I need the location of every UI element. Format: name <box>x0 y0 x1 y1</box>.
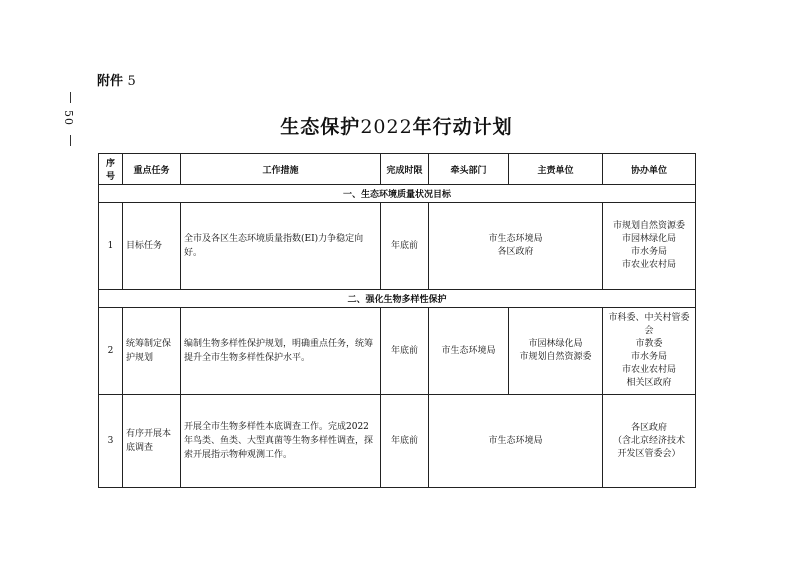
assist-line: 各区政府 <box>630 422 667 433</box>
assist-line: 市水务局 <box>630 352 667 362</box>
table-header-row <box>99 154 696 185</box>
table-row <box>99 203 696 290</box>
assist-line: 市农业农村局 <box>621 260 676 270</box>
row-lead-responsible <box>429 203 603 290</box>
row-deadline: 年底前 <box>381 203 429 290</box>
row-measure: 编制生物多样性保护规划，明确重点任务，统筹提升全市生物多样性保护水平。 <box>181 308 381 395</box>
row-deadline: 年底前 <box>381 395 429 488</box>
row-assist <box>603 395 696 488</box>
header-seq: 序号 <box>99 154 123 185</box>
section-title: 一、生态环境质量状况目标 <box>99 185 696 203</box>
row-number: 1 <box>99 203 123 290</box>
row-task: 统筹制定保护规划 <box>123 308 181 395</box>
title-year: 2022 <box>360 116 413 138</box>
attachment-label <box>97 70 136 89</box>
assist-line: 市教委 <box>635 339 663 349</box>
page-title <box>98 112 695 139</box>
lead-line: 市生态环境局 <box>488 435 543 446</box>
row-task: 有序开展本底调查 <box>123 395 181 488</box>
row-deadline: 年底前 <box>381 308 429 395</box>
section-row <box>99 185 696 203</box>
title-prefix: 生态保护 <box>280 116 361 138</box>
page-number-marker <box>60 92 98 152</box>
assist-line: 市农业农村局 <box>621 365 676 375</box>
table-row <box>99 308 696 395</box>
attachment-text: 附件 <box>97 74 124 89</box>
assist-line: 开发区管委会） <box>617 448 681 459</box>
assist-line: 市科委、中关村管委会 <box>608 313 690 336</box>
row-measure: 全市及各区生态环境质量指数(EI)力争稳定向好。 <box>181 203 381 290</box>
row-assist <box>603 308 696 395</box>
title-suffix: 年行动计划 <box>412 116 513 138</box>
responsible-line: 市园林绿化局 <box>528 339 583 349</box>
header-task: 重点任务 <box>123 154 181 185</box>
page-number: 50 <box>62 110 75 126</box>
header-deadline: 完成时限 <box>381 154 429 185</box>
action-plan-table <box>98 153 696 488</box>
assist-line: 相关区政府 <box>626 378 672 388</box>
header-measure: 工作措施 <box>181 154 381 185</box>
row-task: 目标任务 <box>123 203 181 290</box>
lead-line: 市生态环境局 <box>488 234 543 244</box>
row-lead-responsible <box>429 395 603 488</box>
header-assist: 协办单位 <box>603 154 696 185</box>
assist-line: 市水务局 <box>630 247 667 257</box>
section-title: 二、强化生物多样性保护 <box>99 290 696 308</box>
assist-line: 市规划自然资源委 <box>612 221 685 231</box>
header-responsible: 主责单位 <box>509 154 603 185</box>
row-assist <box>603 203 696 290</box>
page-number-dash-bottom <box>70 135 71 146</box>
lead-line: 各区政府 <box>497 247 534 257</box>
page-number-dash-top <box>70 92 71 103</box>
section-row <box>99 290 696 308</box>
assist-line: （含北京经济技术 <box>612 435 685 446</box>
attachment-number: 5 <box>127 74 136 89</box>
row-responsible <box>509 308 603 395</box>
header-lead: 牵头部门 <box>429 154 509 185</box>
assist-line: 市园林绿化局 <box>621 234 676 244</box>
row-measure: 开展全市生物多样性本底调查工作。完成2022年鸟类、鱼类、大型真菌等生物多样性调查，探索开展指示物种观测工作。 <box>181 395 381 488</box>
row-lead: 市生态环境局 <box>429 308 509 395</box>
table-row <box>99 395 696 488</box>
row-number: 2 <box>99 308 123 395</box>
row-number: 3 <box>99 395 123 488</box>
responsible-line: 市规划自然资源委 <box>519 352 592 362</box>
